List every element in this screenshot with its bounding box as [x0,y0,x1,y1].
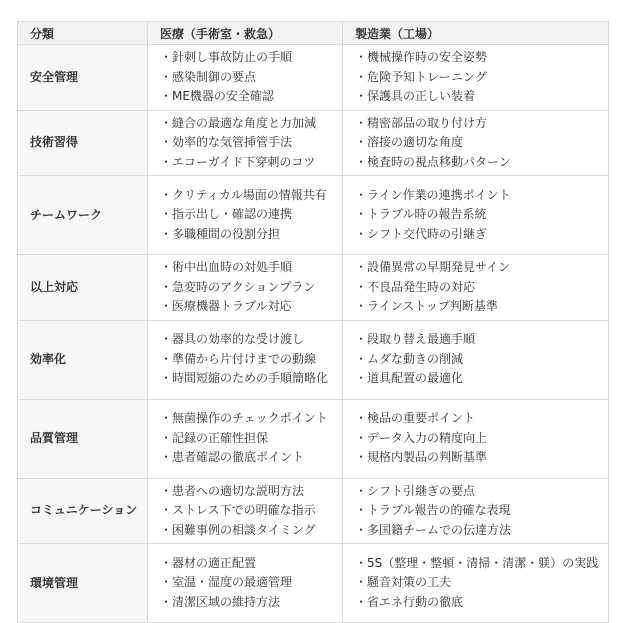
list-item: ・ ストレス下での明確な指示 [160,501,334,521]
list-item: ・ エコーガイド下穿刺のコツ [160,153,334,173]
list-item: ・ 感染制御の要点 [160,68,334,88]
category-cell: チームワーク [18,176,148,255]
list-item: ・ 精密部品の取り付け方 [355,114,600,134]
list-item: ・ 効率的な気管挿管手法 [160,133,334,153]
manufacturing-list [355,330,600,389]
medical-list [160,114,334,173]
list-item: ・ 医療機器トラブル対応 [160,297,334,317]
list-item: ・ 困難事例の相談タイミング [160,521,334,541]
medical-cell [148,45,343,111]
list-item: ・ 患者への適切な説明方法 [160,482,334,502]
manufacturing-cell [343,399,609,478]
list-item: ・ 記録の正確性担保 [160,429,334,449]
medical-list [160,482,334,541]
list-item: ・ 急変時のアクションプラン [160,278,334,298]
list-item: ・ トラブル時の報告系統 [355,205,600,225]
list-item: ・ 時間短縮のための手順簡略化 [160,369,334,389]
manufacturing-cell [343,478,609,544]
manufacturing-list [355,186,600,245]
table-row [18,320,609,399]
comparison-table [17,21,609,623]
category-cell: 技術習得 [18,110,148,176]
list-item: ・ 患者確認の徹底ポイント [160,448,334,468]
medical-cell [148,110,343,176]
table-row [18,399,609,478]
list-item: ・ 機械操作時の安全姿勢 [355,48,600,68]
manufacturing-list [355,48,600,107]
manufacturing-list [355,482,600,541]
list-item: ・ 検査時の視点移動パターン [355,153,600,173]
medical-cell [148,399,343,478]
category-cell: 品質管理 [18,399,148,478]
list-item: ・ 省エネ行動の徹底 [355,593,600,613]
category-cell: 環境管理 [18,544,148,623]
manufacturing-cell [343,255,609,321]
manufacturing-cell [343,544,609,623]
medical-cell [148,176,343,255]
list-item: ・ シフト交代時の引継ぎ [355,225,600,245]
list-item: ・ クリティカル場面の情報共有 [160,186,334,206]
category-cell: 安全管理 [18,45,148,111]
manufacturing-cell [343,320,609,399]
list-item: ・ 道具配置の最適化 [355,369,600,389]
header-category: 分類 [18,22,148,45]
list-item: ・ 清潔区域の維持方法 [160,593,334,613]
list-item: ・ 器材の適正配置 [160,554,334,574]
list-item: ・ ムダな動きの削減 [355,350,600,370]
header-medical: 医療（手術室・救急） [148,22,343,45]
medical-list [160,258,334,317]
manufacturing-cell [343,176,609,255]
manufacturing-cell [343,45,609,111]
list-item: ・ 針刺し事故防止の手順 [160,48,334,68]
table-row [18,176,609,255]
list-item: ・ 室温・湿度の最適管理 [160,573,334,593]
category-cell: コミュニケーション [18,478,148,544]
medical-cell [148,320,343,399]
manufacturing-list [355,409,600,468]
list-item: ・ 検品の重要ポイント [355,409,600,429]
table-row [18,110,609,176]
medical-list [160,409,334,468]
medical-cell [148,255,343,321]
medical-list [160,186,334,245]
table-row [18,255,609,321]
list-item: ・ ライン作業の連携ポイント [355,186,600,206]
list-item: ・ 指示出し・確認の連携 [160,205,334,225]
category-cell: 以上対応 [18,255,148,321]
list-item: ・ トラブル報告の的確な表現 [355,501,600,521]
list-item: ・ 無菌操作のチェックポイント [160,409,334,429]
list-item: ・ 規格内製品の判断基準 [355,448,600,468]
table-row [18,45,609,111]
medical-list [160,48,334,107]
list-item: ・ 騒音対策の工夫 [355,573,600,593]
table-row [18,544,609,623]
table-header [18,22,609,45]
list-item: ・ 5S（整理・整頓・清掃・清潔・躾）の実践 [355,554,600,574]
list-item: ・ シフト引継ぎの要点 [355,482,600,502]
manufacturing-list [355,258,600,317]
category-cell: 効率化 [18,320,148,399]
medical-list [160,330,334,389]
list-item: ・ 器具の効率的な受け渡し [160,330,334,350]
manufacturing-list [355,554,600,613]
list-item: ・ ラインストップ判断基準 [355,297,600,317]
list-item: ・ 危険予知トレーニング [355,68,600,88]
list-item: ・ 縫合の最適な角度と力加減 [160,114,334,134]
medical-cell [148,544,343,623]
list-item: ・ 術中出血時の対処手順 [160,258,334,278]
list-item: ・ 溶接の適切な角度 [355,133,600,153]
list-item: ・ ME機器の安全確認 [160,87,334,107]
manufacturing-list [355,114,600,173]
medical-list [160,554,334,613]
list-item: ・ 多職種間の役割分担 [160,225,334,245]
header-manufacturing: 製造業（工場） [343,22,609,45]
list-item: ・ 設備異常の早期発見サイン [355,258,600,278]
manufacturing-cell [343,110,609,176]
list-item: ・ 保護具の正しい装着 [355,87,600,107]
medical-cell [148,478,343,544]
list-item: ・ 段取り替え最適手順 [355,330,600,350]
list-item: ・ 準備から片付けまでの動線 [160,350,334,370]
table-row [18,478,609,544]
list-item: ・ 不良品発生時の対応 [355,278,600,298]
list-item: ・ データ入力の精度向上 [355,429,600,449]
table-body [18,45,609,623]
header-row [18,22,609,45]
list-item: ・ 多国籍チームでの伝達方法 [355,521,600,541]
